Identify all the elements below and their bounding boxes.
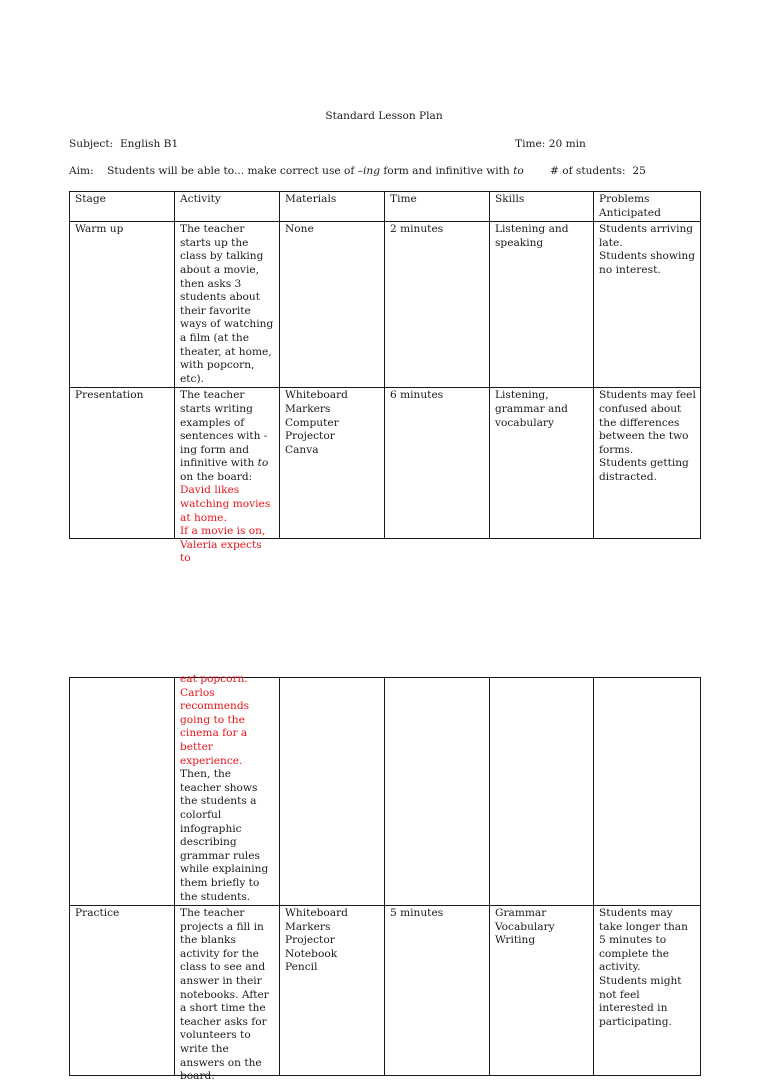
table-row xyxy=(70,388,701,539)
continued-skills xyxy=(490,678,594,906)
skill-item: Grammar xyxy=(495,907,547,920)
time-label: Time: xyxy=(515,138,546,150)
practice-problems xyxy=(594,906,701,1076)
material-item: Whiteboard xyxy=(285,389,348,402)
skill-item: Vocabulary xyxy=(495,920,555,933)
lesson-plan-table xyxy=(69,191,701,565)
time-value: 20 min xyxy=(548,138,586,150)
presentation-intro: The teacher starts writing examples of sentences with -ing form and infinitive with xyxy=(180,389,268,470)
header-materials: Materials xyxy=(280,192,385,222)
warmup-activity: The teacher starts up the class by talking about a movie, then asks 3 students about their favorite ways of watching a film (at the theater, at home, with popcorn, etc). xyxy=(175,222,280,388)
material-item: Projector xyxy=(285,934,335,947)
total-time-line xyxy=(515,138,586,152)
practice-stage: Practice xyxy=(70,906,175,1076)
example-sentence: David likes watching movies at home. xyxy=(180,484,271,524)
material-item: Markers xyxy=(285,402,331,415)
presentation-stage: Presentation xyxy=(70,388,175,539)
presentation-intro-to: to xyxy=(257,457,269,470)
problem-item: Students might not feel interested in participating. xyxy=(599,975,682,1028)
problem-item: Students arriving late. xyxy=(599,223,694,249)
header-stage: Stage xyxy=(70,192,175,222)
example-sentence: eat popcorn. xyxy=(180,673,248,685)
aim-text-prefix: Students will be able to... make correct use of – xyxy=(107,165,364,177)
presentation-problems xyxy=(594,388,701,539)
aim-line xyxy=(69,165,524,179)
header-time: Time xyxy=(385,192,490,222)
material-item: Projector xyxy=(285,430,335,443)
warmup-time: 2 minutes xyxy=(385,222,490,388)
material-item: Notebook xyxy=(285,947,338,960)
table-header-row xyxy=(70,192,701,222)
continued-materials xyxy=(280,678,385,906)
example-sentence: Carlos recommends going to the cinema for a better experience. xyxy=(180,686,250,767)
aim-text-to: to xyxy=(513,165,524,177)
table-row xyxy=(70,222,701,388)
practice-activity xyxy=(175,906,280,1083)
presentation-activity xyxy=(175,388,280,565)
table-row xyxy=(70,678,701,906)
warmup-materials: None xyxy=(280,222,385,388)
aim-label: Aim: xyxy=(69,165,94,177)
continued-problems xyxy=(594,678,701,906)
practice-materials xyxy=(280,906,385,1076)
warmup-skills: Listening and speaking xyxy=(490,222,594,388)
students-line xyxy=(550,165,646,179)
presentation-activity-continued xyxy=(175,673,280,906)
warmup-problems xyxy=(594,222,701,388)
subject-value: English B1 xyxy=(119,138,179,150)
continued-stage xyxy=(70,678,175,906)
warmup-stage: Warm up xyxy=(70,222,175,388)
presentation-skills: Listening, grammar and vocabulary xyxy=(490,388,594,539)
aim-text-ing: ing xyxy=(363,165,381,177)
continued-time xyxy=(385,678,490,906)
presentation-intro-end: on the board: xyxy=(180,457,272,483)
students-value: 25 xyxy=(632,165,646,177)
aim-text-middle: form and infinitive with xyxy=(380,165,514,177)
activity-continued-text: Then, the teacher shows the students a colorful infographic describing grammar rules while explaining them briefly to the students. xyxy=(180,768,269,903)
subject-line xyxy=(69,138,178,152)
header-skills: Skills xyxy=(490,192,594,222)
presentation-time: 6 minutes xyxy=(385,388,490,539)
problem-item: Students showing no interest. xyxy=(599,250,695,276)
practice-skills xyxy=(490,906,594,1076)
skill-item: Writing xyxy=(495,934,536,947)
lesson-plan-table-continued xyxy=(69,673,701,1083)
material-item: Computer xyxy=(285,416,339,429)
students-label: # of students: xyxy=(550,165,626,177)
material-item: Pencil xyxy=(285,961,318,974)
practice-activity-text: The teacher projects a fill in the blanks activity for the class to see and answer in their notebooks. After a short time the teacher asks for volunteers to write the answers on the board. xyxy=(180,907,269,1083)
practice-time: 5 minutes xyxy=(385,906,490,1076)
header-activity: Activity xyxy=(175,192,280,222)
problem-item: Students getting distracted. xyxy=(599,457,689,483)
material-item: Markers xyxy=(285,920,331,933)
subject-label: Subject: xyxy=(69,138,114,150)
problem-item: Students may take longer than 5 minutes to complete the activity. xyxy=(599,907,688,974)
material-item: Whiteboard xyxy=(285,907,348,920)
material-item: Canva xyxy=(285,443,319,456)
table-row xyxy=(70,906,701,1076)
header-problems: Problems Anticipated xyxy=(594,192,701,222)
presentation-materials xyxy=(280,388,385,539)
problem-item: Students may feel confused about the differences between the two forms. xyxy=(599,389,696,456)
example-sentence: If a movie is on, Valeria expects to xyxy=(180,525,266,565)
page-title: Standard Lesson Plan xyxy=(325,110,443,122)
